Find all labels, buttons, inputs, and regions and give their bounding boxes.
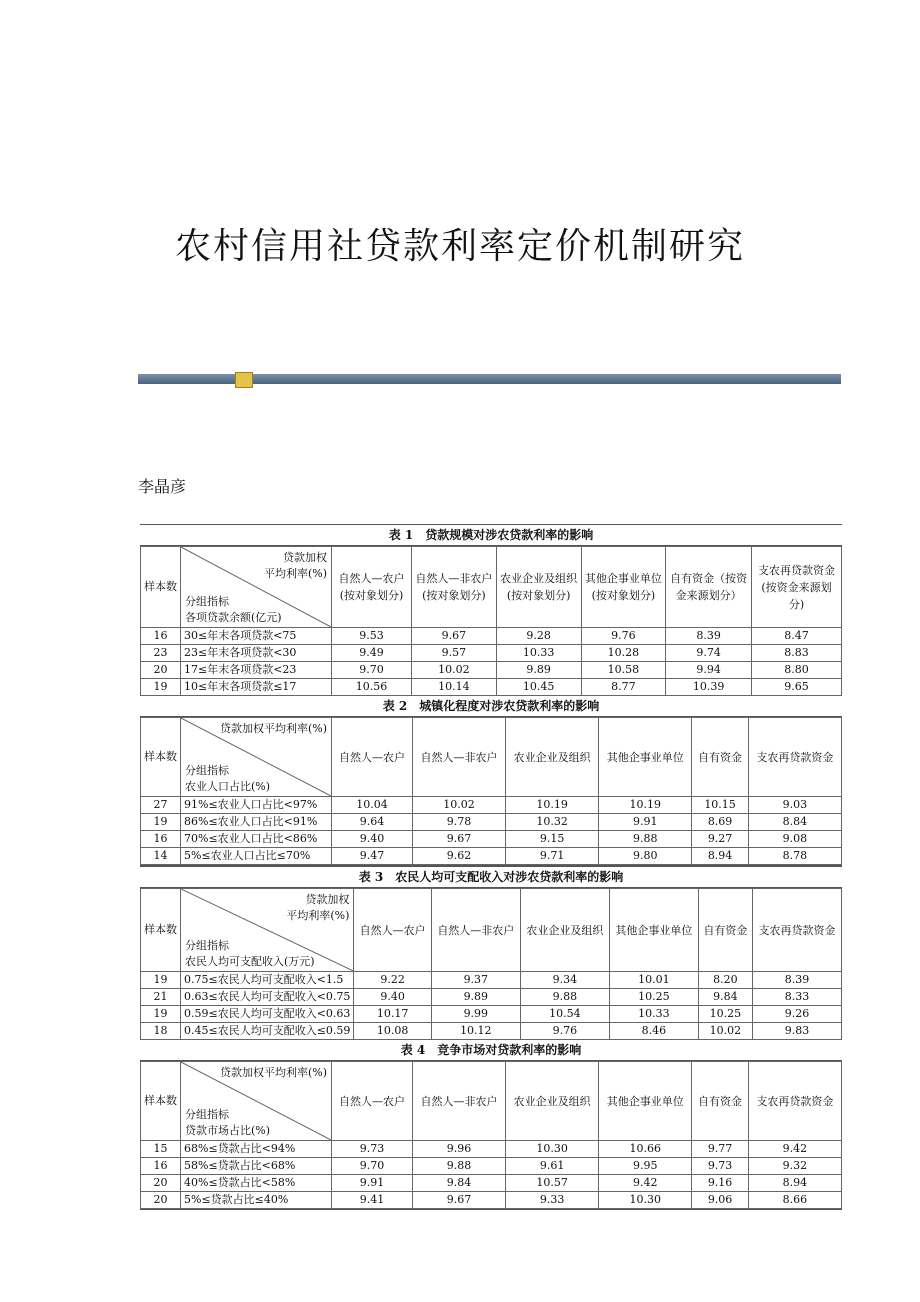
rate-value: 10.39 [666,679,752,696]
rate-value: 8.78 [748,848,841,865]
table-row [141,848,842,865]
column-header: 其他企事业单位 [599,1062,692,1141]
table-row [141,1141,842,1158]
rate-value: 10.15 [692,797,749,814]
rate-value: 9.27 [692,831,749,848]
column-header: 支农再贷款资金 [748,718,841,797]
sample-count: 16 [141,628,181,645]
rate-value: 9.76 [520,1023,609,1040]
table-row [141,831,842,848]
table-header-row [141,718,842,797]
table-group-1 [140,524,842,866]
diagonal-header-top: 贷款加权 [305,893,350,906]
group-range: 40%≤贷款占比<58% [181,1175,332,1192]
column-header: 农业企业及组织(按对象划分) [496,547,581,628]
rate-value: 9.65 [751,679,841,696]
diagonal-header-cell [181,889,354,972]
rate-value: 10.30 [506,1141,599,1158]
rate-value: 9.71 [506,848,599,865]
sample-count-header: 样本数 [141,547,181,628]
sample-count: 23 [141,645,181,662]
rate-value: 10.02 [412,797,505,814]
group-range: 70%≤农业人口占比<86% [181,831,332,848]
rate-value: 9.49 [332,645,412,662]
rate-value: 9.88 [599,831,692,848]
rate-value: 8.47 [751,628,841,645]
sample-count: 19 [141,1006,181,1023]
rate-value: 10.04 [332,797,413,814]
table-row [141,989,842,1006]
table-group-2 [140,866,842,1210]
group-range: 23≤年末各项贷款<30 [181,645,332,662]
column-header: 支农再贷款资金(按资金来源划分) [751,547,841,628]
section-divider [138,374,841,384]
rate-value: 10.14 [412,679,497,696]
sample-count: 20 [141,662,181,679]
group-range: 91%≤农业人口占比<97% [181,797,332,814]
rate-value: 9.06 [692,1192,749,1209]
rate-value: 8.94 [692,848,749,865]
rate-value: 9.57 [412,645,497,662]
rate-value: 10.17 [354,1006,431,1023]
table-row [141,679,842,696]
data-table [140,1061,842,1209]
table-row [141,662,842,679]
table-row [141,814,842,831]
rate-value: 9.03 [748,797,841,814]
rate-value: 9.73 [692,1158,749,1175]
column-header: 自然人—非农户(按对象划分) [412,547,497,628]
rate-value: 9.96 [412,1141,505,1158]
rate-value: 9.61 [506,1158,599,1175]
rate-value: 9.84 [412,1175,505,1192]
rate-value: 8.66 [748,1192,841,1209]
table-row [141,1023,842,1040]
group-range: 5%≤贷款占比≤40% [181,1192,332,1209]
rate-value: 9.34 [520,972,609,989]
rate-value: 9.32 [748,1158,841,1175]
rate-value: 9.94 [666,662,752,679]
group-range: 5%≤农业人口占比≤70% [181,848,332,865]
column-header: 自然人—非农户 [412,718,505,797]
column-header: 自然人—农户 [332,718,413,797]
rate-value: 9.91 [599,814,692,831]
rate-value: 9.91 [332,1175,413,1192]
group-range: 0.63≤农民人均可支配收入<0.75 [181,989,354,1006]
rate-value: 9.67 [412,628,497,645]
diagonal-header-middle: 分组指标 [185,764,229,777]
rate-value: 9.37 [431,972,520,989]
rate-value: 9.28 [496,628,581,645]
rate-value: 9.15 [506,831,599,848]
sample-count: 19 [141,972,181,989]
data-table [140,888,842,1040]
table-row [141,1158,842,1175]
sample-count: 21 [141,989,181,1006]
column-header: 自然人—非农户 [412,1062,505,1141]
diagonal-header-top-2: 平均利率(%) [263,567,327,580]
group-range: 58%≤贷款占比<68% [181,1158,332,1175]
rate-value: 9.95 [599,1158,692,1175]
rate-value: 10.25 [698,1006,752,1023]
rate-value: 10.19 [506,797,599,814]
diagonal-header-top: 贷款加权平均利率(%) [219,722,327,735]
rate-value: 9.47 [332,848,413,865]
sample-count: 19 [141,679,181,696]
column-header: 支农再贷款资金 [752,889,841,972]
table-title: 表 3 农民人均可支配收入对涉农贷款利率的影响 [140,867,842,888]
column-header: 自然人—农户 [354,889,431,972]
column-header: 农业企业及组织 [520,889,609,972]
table-title: 表 1 贷款规模对涉农贷款利率的影响 [140,525,842,546]
rate-value: 10.33 [496,645,581,662]
column-header: 支农再贷款资金 [748,1062,841,1141]
rate-value: 10.08 [354,1023,431,1040]
group-range: 86%≤农业人口占比<91% [181,814,332,831]
page-title: 农村信用社贷款利率定价机制研究 [174,226,745,267]
diagonal-header-middle: 分组指标 [185,939,229,952]
column-header: 自有资金 [692,718,749,797]
column-header: 自然人—非农户 [431,889,520,972]
sample-count: 16 [141,1158,181,1175]
diagonal-header-bottom: 农民人均可支配收入(万元) [185,955,315,968]
rate-value: 10.02 [412,662,497,679]
rate-value: 9.80 [599,848,692,865]
rate-value: 8.69 [692,814,749,831]
rate-value: 9.99 [431,1006,520,1023]
rate-value: 9.33 [506,1192,599,1209]
rate-value: 10.30 [599,1192,692,1209]
table-row [141,797,842,814]
diagonal-header-cell [181,718,332,797]
rate-value: 10.28 [581,645,666,662]
data-table [140,546,842,696]
rate-value: 10.58 [581,662,666,679]
rate-value: 10.45 [496,679,581,696]
rate-value: 9.70 [332,1158,413,1175]
rate-value: 9.40 [332,831,413,848]
rate-value: 9.62 [412,848,505,865]
rate-value: 9.84 [698,989,752,1006]
rate-value: 10.02 [698,1023,752,1040]
divider-ornament-icon [235,372,253,388]
sample-count: 20 [141,1192,181,1209]
diagonal-header-bottom: 农业人口占比(%) [185,780,271,793]
table-row [141,1175,842,1192]
table-title: 表 2 城镇化程度对涉农贷款利率的影响 [140,696,842,717]
diagonal-header-top-2: 平均利率(%) [286,909,350,922]
rate-value: 9.70 [332,662,412,679]
rate-value: 9.67 [412,1192,505,1209]
rate-value: 8.46 [609,1023,698,1040]
column-header: 其他企事业单位 [599,718,692,797]
rate-value: 8.39 [666,628,752,645]
rate-value: 8.84 [748,814,841,831]
rate-value: 9.26 [752,1006,841,1023]
sample-count: 19 [141,814,181,831]
group-range: 10≤年末各项贷款≤17 [181,679,332,696]
rate-value: 10.66 [599,1141,692,1158]
rate-value: 8.83 [751,645,841,662]
diagonal-header-bottom: 各项贷款余额(亿元) [185,611,282,624]
rate-value: 10.54 [520,1006,609,1023]
rate-value: 9.42 [748,1141,841,1158]
rate-value: 8.80 [751,662,841,679]
rate-value: 8.94 [748,1175,841,1192]
table-row [141,1006,842,1023]
diagonal-header-top: 贷款加权 [283,551,327,564]
rate-value: 10.56 [332,679,412,696]
rate-value: 8.20 [698,972,752,989]
table-title: 表 4 竞争市场对贷款利率的影响 [140,1040,842,1061]
rate-value: 9.53 [332,628,412,645]
rate-value: 9.76 [581,628,666,645]
rate-value: 10.57 [506,1175,599,1192]
rate-value: 10.19 [599,797,692,814]
sample-count-header: 样本数 [141,889,181,972]
sample-count: 20 [141,1175,181,1192]
rate-value: 9.88 [520,989,609,1006]
diagonal-header-middle: 分组指标 [185,1108,229,1121]
rate-value: 9.41 [332,1192,413,1209]
diagonal-header-cell [181,1062,332,1141]
sample-count-header: 样本数 [141,718,181,797]
rate-value: 9.74 [666,645,752,662]
rate-value: 10.01 [609,972,698,989]
rate-value: 8.77 [581,679,666,696]
sample-count: 16 [141,831,181,848]
rate-value: 8.33 [752,989,841,1006]
column-header: 其他企事业单位(按对象划分) [581,547,666,628]
column-header: 自有资金 [692,1062,749,1141]
diagonal-header-bottom: 贷款市场占比(%) [185,1124,271,1137]
rate-value: 9.16 [692,1175,749,1192]
rate-value: 9.73 [332,1141,413,1158]
column-header: 其他企事业单位 [609,889,698,972]
sample-count-header: 样本数 [141,1062,181,1141]
table-row [141,972,842,989]
group-range: 68%≤贷款占比<94% [181,1141,332,1158]
table-header-row [141,1062,842,1141]
rate-value: 9.89 [431,989,520,1006]
diagonal-header-top: 贷款加权平均利率(%) [219,1066,327,1079]
table-header-row [141,889,842,972]
rate-value: 9.78 [412,814,505,831]
group-range: 0.45≤农民人均可支配收入≤0.59 [181,1023,354,1040]
rate-value: 9.64 [332,814,413,831]
rate-value: 9.77 [692,1141,749,1158]
rate-value: 9.88 [412,1158,505,1175]
rate-value: 10.25 [609,989,698,1006]
rate-value: 8.39 [752,972,841,989]
author: 李晶彦 [138,477,187,496]
diagonal-header-cell [181,547,332,628]
rate-value: 10.12 [431,1023,520,1040]
column-header: 农业企业及组织 [506,1062,599,1141]
data-table [140,717,842,865]
rate-value: 9.89 [496,662,581,679]
group-range: 0.75≤农民人均可支配收入<1.5 [181,972,354,989]
rate-value: 9.40 [354,989,431,1006]
rate-value: 9.42 [599,1175,692,1192]
column-header: 自然人—农户 [332,1062,413,1141]
group-range: 30≤年末各项贷款<75 [181,628,332,645]
sample-count: 15 [141,1141,181,1158]
table-row [141,1192,842,1209]
column-header: 自有资金 [698,889,752,972]
rate-value: 9.67 [412,831,505,848]
rate-value: 10.32 [506,814,599,831]
table-row [141,628,842,645]
diagonal-header-middle: 分组指标 [185,595,229,608]
group-range: 17≤年末各项贷款<23 [181,662,332,679]
column-header: 农业企业及组织 [506,718,599,797]
rate-value: 9.22 [354,972,431,989]
table-row [141,645,842,662]
group-range: 0.59≤农民人均可支配收入<0.63 [181,1006,354,1023]
rate-value: 9.08 [748,831,841,848]
rate-value: 9.83 [752,1023,841,1040]
rate-value: 10.33 [609,1006,698,1023]
sample-count: 27 [141,797,181,814]
sample-count: 14 [141,848,181,865]
sample-count: 18 [141,1023,181,1040]
column-header: 自然人—农户(按对象划分) [332,547,412,628]
table-header-row [141,547,842,628]
column-header: 自有资金（按资金来源划分） [666,547,752,628]
